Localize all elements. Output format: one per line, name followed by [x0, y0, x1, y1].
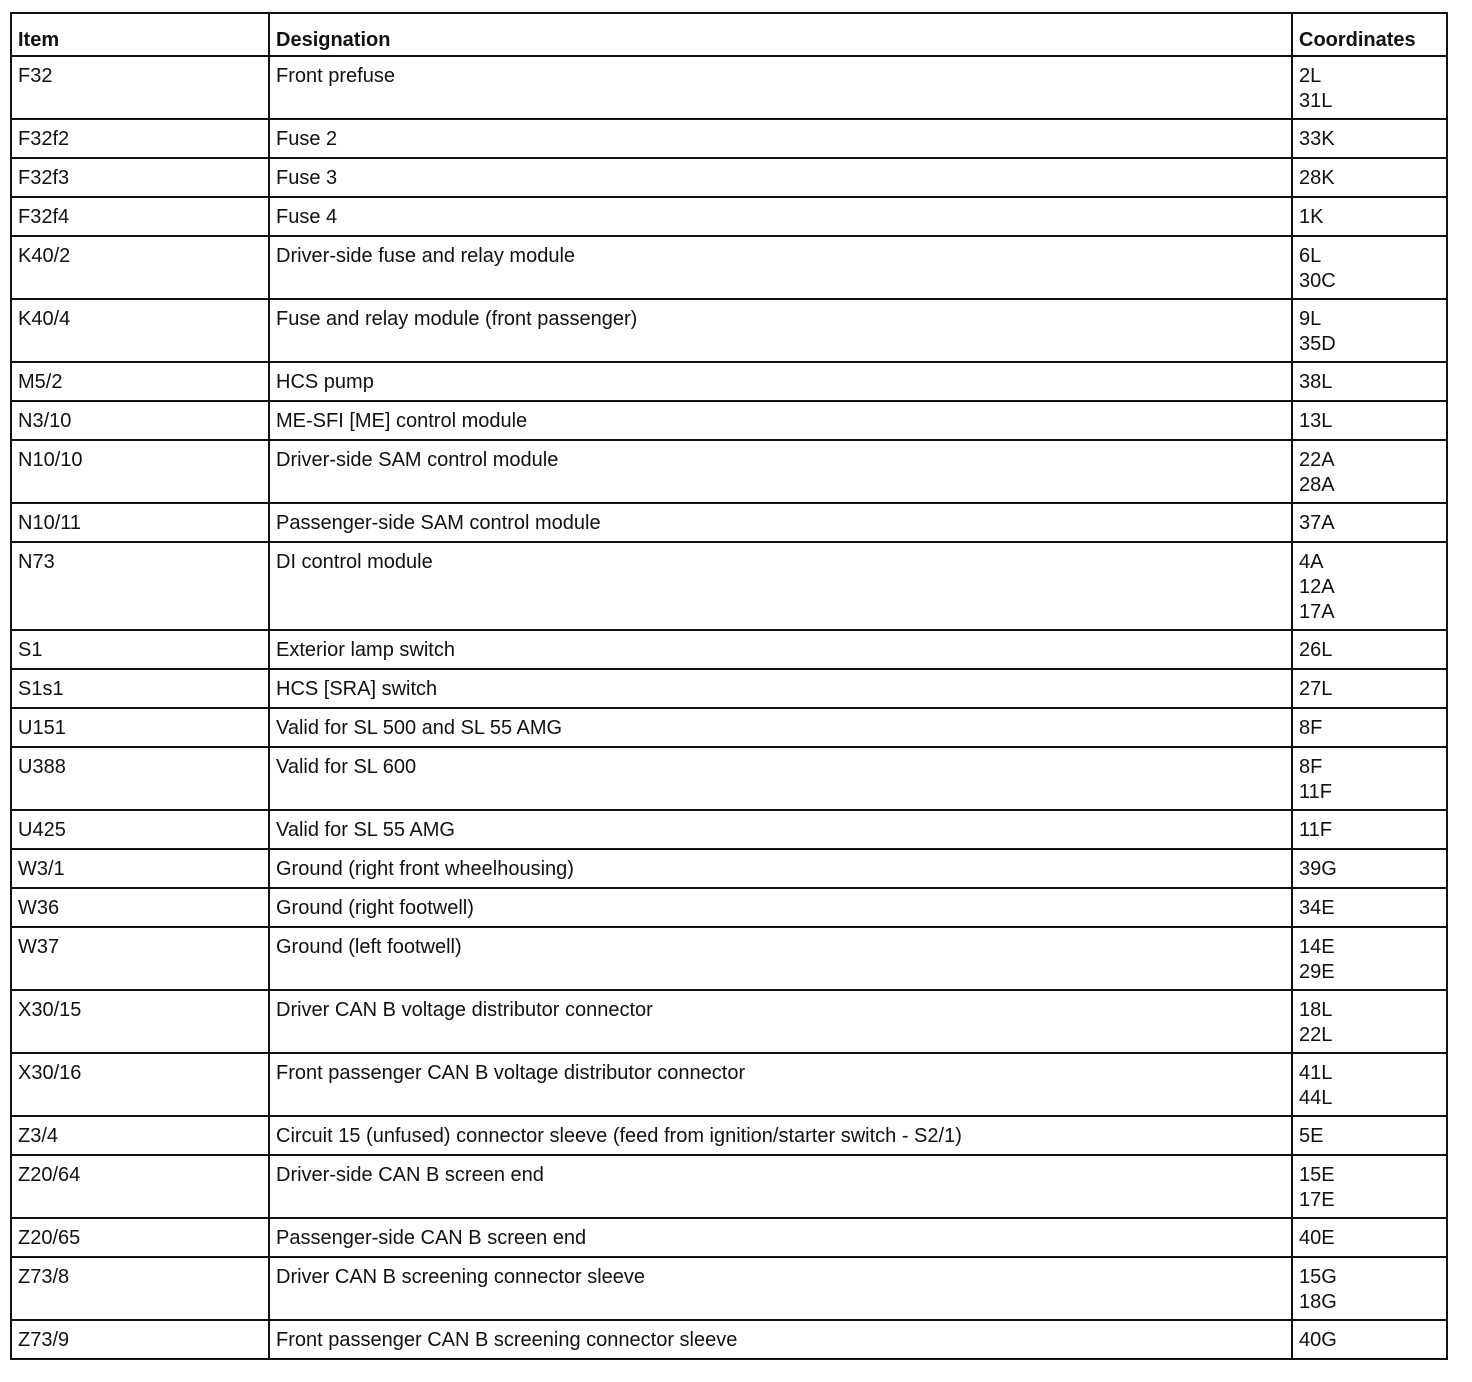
item-cell: F32f2 — [11, 119, 269, 158]
coordinate-value: 14E — [1299, 936, 1335, 958]
coordinates-cell — [1292, 56, 1447, 119]
item-cell: F32f4 — [11, 197, 269, 236]
coordinate-value: 40E — [1299, 1227, 1335, 1249]
table-body — [11, 56, 1447, 1359]
designation-cell: Driver-side CAN B screen end — [269, 1155, 1292, 1218]
table-row — [11, 1218, 1447, 1257]
coordinates-cell — [1292, 708, 1447, 747]
table-row — [11, 119, 1447, 158]
coordinate-value: 27L — [1299, 678, 1333, 700]
item-cell: M5/2 — [11, 362, 269, 401]
coordinates-cell — [1292, 440, 1447, 503]
coordinate-value: 11F — [1299, 819, 1332, 841]
coordinate-value: 33K — [1299, 128, 1335, 150]
coordinates-cell — [1292, 888, 1447, 927]
designation-cell: HCS [SRA] switch — [269, 669, 1292, 708]
designation-cell: Ground (right footwell) — [269, 888, 1292, 927]
table-row — [11, 990, 1447, 1053]
item-cell: U388 — [11, 747, 269, 810]
coordinate-value: 40G — [1299, 1329, 1337, 1351]
coordinates-cell — [1292, 542, 1447, 630]
designation-cell: Valid for SL 600 — [269, 747, 1292, 810]
item-cell: F32 — [11, 56, 269, 119]
item-cell: X30/16 — [11, 1053, 269, 1116]
designation-cell: Valid for SL 500 and SL 55 AMG — [269, 708, 1292, 747]
coordinate-value: 22A — [1299, 449, 1335, 471]
coordinate-value: 2L — [1299, 65, 1322, 87]
coordinate-value: 8F — [1299, 756, 1323, 778]
coordinates-header: Coordinates — [1292, 13, 1447, 56]
coordinates-cell — [1292, 669, 1447, 708]
designation-cell: Front prefuse — [269, 56, 1292, 119]
coordinate-value: 37A — [1299, 512, 1335, 534]
coordinate-value: 38L — [1299, 371, 1333, 393]
item-cell: N73 — [11, 542, 269, 630]
designation-cell: Ground (right front wheelhousing) — [269, 849, 1292, 888]
table-row — [11, 630, 1447, 669]
coordinates-cell — [1292, 1155, 1447, 1218]
table-row — [11, 1053, 1447, 1116]
designation-cell: Fuse 3 — [269, 158, 1292, 197]
coordinate-value: 9L — [1299, 308, 1322, 330]
table-row — [11, 669, 1447, 708]
table-row — [11, 158, 1447, 197]
coordinate-value: 4A — [1299, 551, 1324, 573]
coordinate-value: 31L — [1299, 90, 1333, 112]
coordinate-value: 44L — [1299, 1087, 1333, 1109]
designation-cell: Circuit 15 (unfused) connector sleeve (feed from ignition/starter switch - S2/1) — [269, 1116, 1292, 1155]
designation-cell: Fuse and relay module (front passenger) — [269, 299, 1292, 362]
table-row — [11, 440, 1447, 503]
table-row — [11, 197, 1447, 236]
coordinate-value: 11F — [1299, 781, 1332, 803]
coordinate-value: 5E — [1299, 1125, 1324, 1147]
designation-cell: DI control module — [269, 542, 1292, 630]
coordinates-cell — [1292, 401, 1447, 440]
item-cell: U425 — [11, 810, 269, 849]
item-cell: K40/2 — [11, 236, 269, 299]
header-row — [11, 13, 1447, 56]
coordinates-cell — [1292, 810, 1447, 849]
item-cell: X30/15 — [11, 990, 269, 1053]
coordinates-cell — [1292, 1053, 1447, 1116]
table-row — [11, 888, 1447, 927]
designation-cell: Front passenger CAN B screening connector sleeve — [269, 1320, 1292, 1359]
coordinates-cell — [1292, 630, 1447, 669]
table-row — [11, 1116, 1447, 1155]
coordinate-value: 28K — [1299, 167, 1335, 189]
designation-cell: Driver CAN B screening connector sleeve — [269, 1257, 1292, 1320]
item-cell: N10/10 — [11, 440, 269, 503]
coordinates-cell — [1292, 1218, 1447, 1257]
table-row — [11, 1257, 1447, 1320]
item-cell: N10/11 — [11, 503, 269, 542]
designation-cell: Driver-side SAM control module — [269, 440, 1292, 503]
coordinate-value: 35D — [1299, 333, 1336, 355]
item-cell: Z3/4 — [11, 1116, 269, 1155]
item-cell: F32f3 — [11, 158, 269, 197]
item-cell: Z20/64 — [11, 1155, 269, 1218]
coordinate-value: 30C — [1299, 270, 1336, 292]
coordinates-cell — [1292, 1320, 1447, 1359]
item-cell: W3/1 — [11, 849, 269, 888]
coordinate-value: 29E — [1299, 961, 1335, 983]
coordinate-value: 41L — [1299, 1062, 1333, 1084]
coordinates-cell — [1292, 236, 1447, 299]
coordinate-value: 15E — [1299, 1164, 1335, 1186]
coordinate-value: 18G — [1299, 1291, 1337, 1313]
coordinate-value: 34E — [1299, 897, 1335, 919]
coordinate-value: 12A — [1299, 576, 1335, 598]
item-cell: W37 — [11, 927, 269, 990]
coordinates-cell — [1292, 990, 1447, 1053]
item-cell: S1 — [11, 630, 269, 669]
coordinate-value: 18L — [1299, 999, 1333, 1021]
table-row — [11, 747, 1447, 810]
item-cell: Z73/8 — [11, 1257, 269, 1320]
item-cell: Z20/65 — [11, 1218, 269, 1257]
coordinate-value: 15G — [1299, 1266, 1337, 1288]
coordinates-cell — [1292, 1257, 1447, 1320]
designation-cell: Exterior lamp switch — [269, 630, 1292, 669]
item-cell: Z73/9 — [11, 1320, 269, 1359]
coordinates-cell — [1292, 747, 1447, 810]
coordinates-cell — [1292, 1116, 1447, 1155]
table-row — [11, 236, 1447, 299]
table-row — [11, 503, 1447, 542]
designation-cell: ME-SFI [ME] control module — [269, 401, 1292, 440]
coordinates-cell — [1292, 503, 1447, 542]
table-row — [11, 401, 1447, 440]
item-header: Item — [11, 13, 269, 56]
coordinate-value: 13L — [1299, 410, 1333, 432]
item-cell: N3/10 — [11, 401, 269, 440]
coordinates-cell — [1292, 119, 1447, 158]
table-row — [11, 362, 1447, 401]
table-row — [11, 56, 1447, 119]
designation-cell: Driver-side fuse and relay module — [269, 236, 1292, 299]
item-cell: U151 — [11, 708, 269, 747]
designation-cell: Front passenger CAN B voltage distributor connector — [269, 1053, 1292, 1116]
coordinates-cell — [1292, 362, 1447, 401]
table-row — [11, 708, 1447, 747]
coordinate-value: 39G — [1299, 858, 1337, 880]
designation-cell: Ground (left footwell) — [269, 927, 1292, 990]
designation-cell: HCS pump — [269, 362, 1292, 401]
coordinate-value: 26L — [1299, 639, 1333, 661]
coordinate-value: 28A — [1299, 474, 1335, 496]
coordinates-cell — [1292, 849, 1447, 888]
designation-cell: Fuse 4 — [269, 197, 1292, 236]
table-row — [11, 1155, 1447, 1218]
designation-header: Designation — [269, 13, 1292, 56]
table-row — [11, 299, 1447, 362]
item-cell: K40/4 — [11, 299, 269, 362]
designation-cell: Passenger-side CAN B screen end — [269, 1218, 1292, 1257]
coordinate-value: 17E — [1299, 1189, 1335, 1211]
designation-cell: Passenger-side SAM control module — [269, 503, 1292, 542]
coordinates-cell — [1292, 158, 1447, 197]
component-table — [10, 12, 1448, 1360]
coordinate-value: 8F — [1299, 717, 1323, 739]
coordinate-value: 22L — [1299, 1024, 1333, 1046]
table-row — [11, 810, 1447, 849]
table-row — [11, 927, 1447, 990]
table-row — [11, 542, 1447, 630]
table-row — [11, 1320, 1447, 1359]
coordinate-value: 17A — [1299, 601, 1335, 623]
coordinates-cell — [1292, 299, 1447, 362]
designation-cell: Driver CAN B voltage distributor connector — [269, 990, 1292, 1053]
coordinate-value: 1K — [1299, 206, 1324, 228]
coordinates-cell — [1292, 927, 1447, 990]
coordinates-cell — [1292, 197, 1447, 236]
coordinate-value: 6L — [1299, 245, 1322, 267]
table-row — [11, 849, 1447, 888]
designation-cell: Valid for SL 55 AMG — [269, 810, 1292, 849]
item-cell: W36 — [11, 888, 269, 927]
designation-cell: Fuse 2 — [269, 119, 1292, 158]
item-cell: S1s1 — [11, 669, 269, 708]
